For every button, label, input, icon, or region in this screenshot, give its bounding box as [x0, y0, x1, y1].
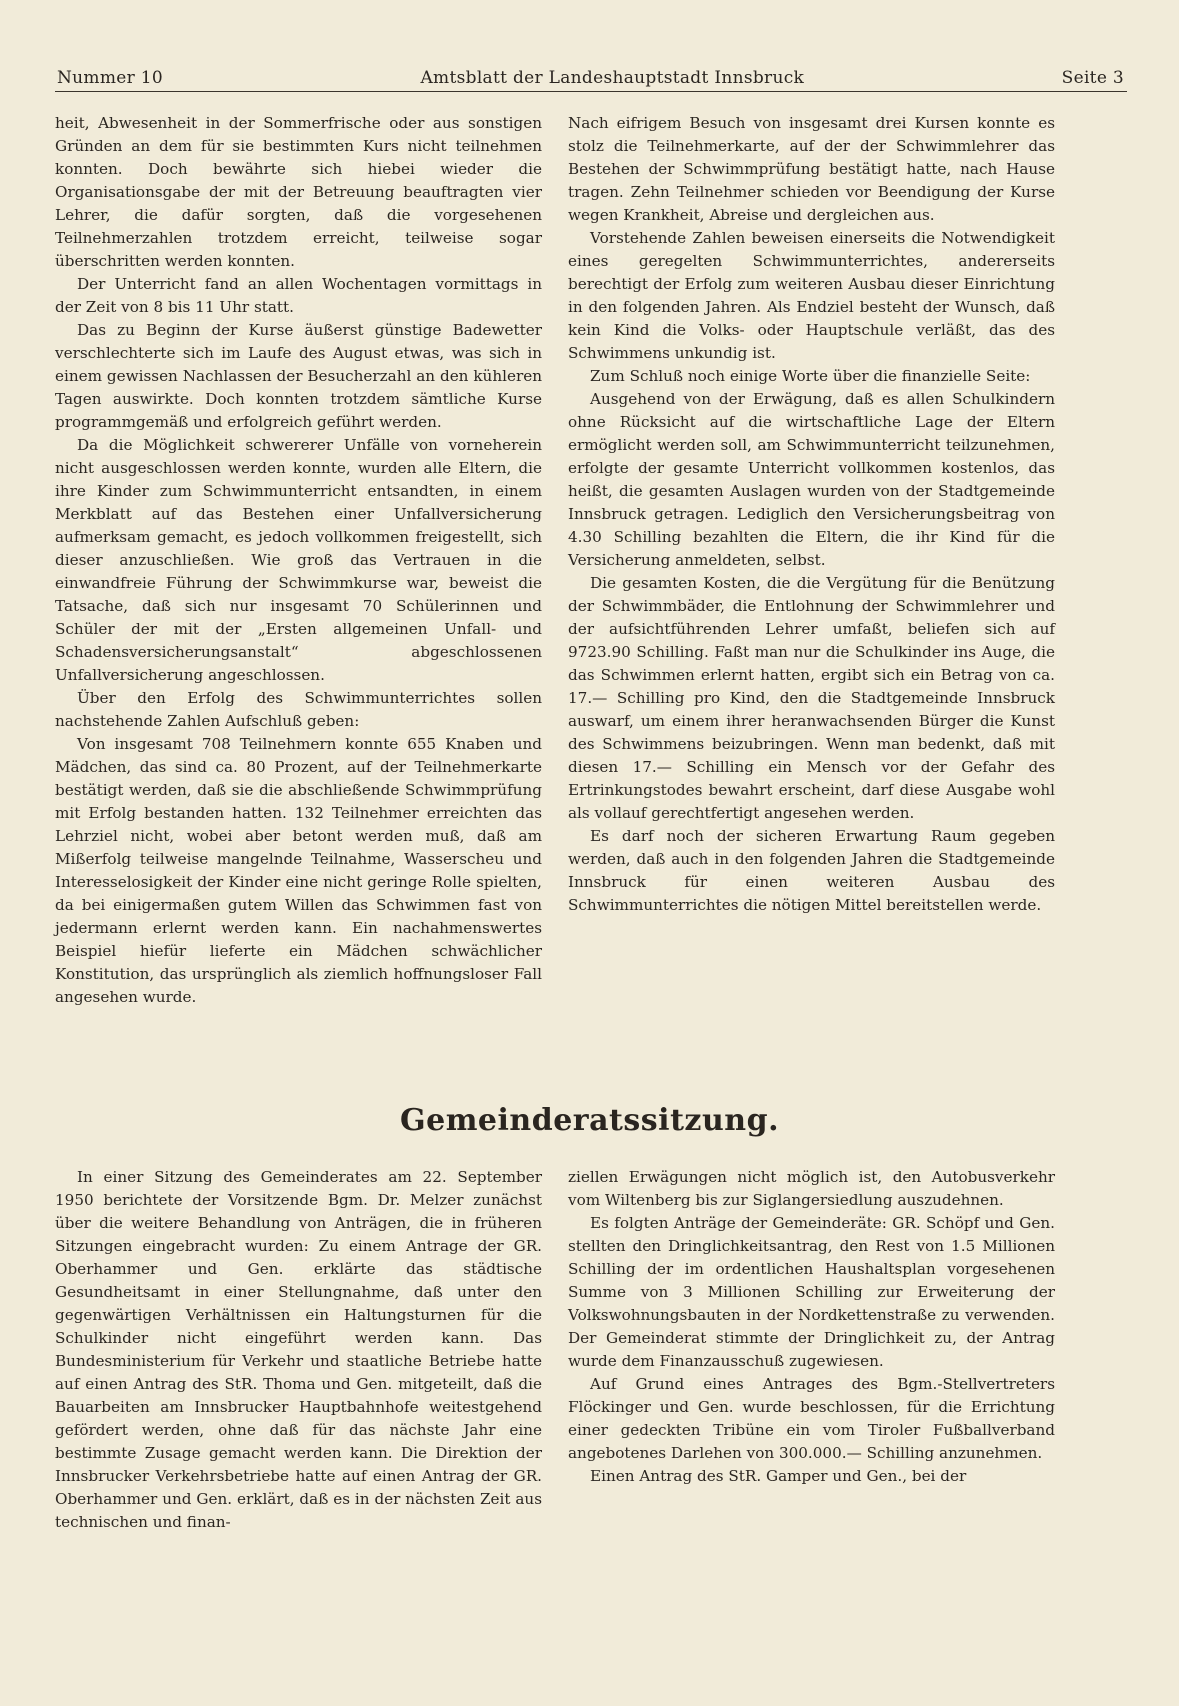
paragraph: Es darf noch der sicheren Erwartung Raum gegeben werden, daß auch in den folgenden Jahren die Stadtgemeinde Innsbruck für einen weiteren Ausbau des Schwimmunterrichtes die nötigen Mittel bereitstellen werde. — [568, 827, 1055, 914]
header-rule — [55, 91, 1127, 92]
publication-title: Amtsblatt der Landeshauptstadt Innsbruck — [420, 68, 805, 88]
section-column-left — [55, 1166, 542, 1534]
paragraph: Einen Antrag des StR. Gamper und Gen., bei der — [590, 1467, 967, 1485]
paragraph: ziellen Erwägungen nicht möglich ist, den Autobusverkehr vom Wiltenberg bis zur Siglangersiedlung auszudehnen. — [568, 1168, 1055, 1209]
section-column-right — [568, 1166, 1055, 1488]
paragraph: Da die Möglichkeit schwererer Unfälle von vorneherein nicht ausgeschlossen werden konnte, wurden alle Eltern, die ihre Kinder zum Schwimmunterricht entsandten, in einem Merkblatt auf das Bestehen einer Unfallversicherung aufmerksam gemacht, es jedoch vollkommen freigestellt, sich dieser anzuschließen. Wie groß das Vertrauen in die einwandfreie Führung der Schwimmkurse war, beweist die Tatsache, daß sich nur insgesamt 70 Schülerinnen und Schüler der mit der „Ersten allgemeinen Unfall- und Schadensversicherungsanstalt“ abgeschlossenen Unfallversicherung angeschlossen. — [55, 436, 542, 684]
paragraph: heit, Abwesenheit in der Sommerfrische oder aus sonstigen Gründen an dem für sie bestimmten Kurs nicht teilnehmen konnten. Doch bewährte sich hiebei wieder die Organisationsgabe der mit der Betreuung beauftragten vier Lehrer, die dafür sorgten, daß die vorgesehenen Teilnehmerzahlen trotzdem erreicht, teilweise sogar überschritten werden konnten. — [55, 114, 542, 270]
paragraph: Das zu Beginn der Kurse äußerst günstige Badewetter verschlechterte sich im Laufe des August etwas, was sich in einem gewissen Nachlassen der Besucherzahl an den kühleren Tagen auswirkte. Doch konnten trotzdem sämtliche Kurse programmgemäß und erfolgreich geführt werden. — [55, 321, 542, 431]
paragraph: Zum Schluß noch einige Worte über die finanzielle Seite: — [590, 367, 1031, 385]
paragraph: Vorstehende Zahlen beweisen einerseits die Notwendigkeit eines geregelten Schwimmunterrichtes, andererseits berechtigt der Erfolg zum weiteren Ausbau dieser Einrichtung in den folgenden Jahren. Als Endziel besteht der Wunsch, daß kein Kind die Volks- oder Hauptschule verläßt, das des Schwimmens unkundig ist. — [568, 229, 1055, 362]
paragraph: Nach eifrigem Besuch von insgesamt drei Kursen konnte es stolz die Teilnehmerkarte, auf der der Schwimmlehrer das Bestehen der Schwimmprüfung bestätigt hatte, nach Hause tragen. Zehn Teilnehmer schieden vor Beendigung der Kurse wegen Krankheit, Abreise und dergleichen aus. — [568, 114, 1055, 224]
article-column-right — [568, 112, 1055, 917]
paragraph: Ausgehend von der Erwägung, daß es allen Schulkindern ohne Rücksicht auf die wirtschaftliche Lage der Eltern ermöglicht werden soll, am Schwimmunterricht teilzunehmen, erfolgte der gesamte Unterricht vollkommen kostenlos, das heißt, die gesamten Auslagen wurden von der Stadtgemeinde Innsbruck getragen. Lediglich den Versicherungsbeitrag von 4.30 Schilling bezahlten die Eltern, die ihr Kind für die Versicherung anmeldeten, selbst. — [568, 390, 1055, 569]
section-title: Gemeinderatssitzung. — [399, 1103, 780, 1138]
paragraph: Die gesamten Kosten, die die Vergütung für die Benützung der Schwimmbäder, die Entlohnung der Schwimmlehrer und der aufsichtführenden Lehrer umfaßt, beliefen sich auf 9723.90 Schilling. Faßt man nur die Schulkinder ins Auge, die das Schwimmen erlernt hatten, ergibt sich ein Betrag von ca. 17.— Schilling pro Kind, den die Stadtgemeinde Innsbruck auswarf, um einem ihrer heranwachsenden Bürger die Kunst des Schwimmens beizubringen. Wenn man bedenkt, daß mit diesen 17.— Schilling ein Mensch vor der Gefahr des Ertrinkungstodes bewahrt erscheint, darf diese Ausgabe wohl als vollauf gerechtfertigt angesehen werden. — [568, 574, 1055, 822]
paragraph: In einer Sitzung des Gemeinderates am 22. September 1950 berichtete der Vorsitzende Bgm. Dr. Melzer zunächst über die weitere Behandlung von Anträgen, die in früheren Sitzungen eingebracht wurden: Zu einem Antrage der GR. Oberhammer und Gen. erklärte das städtische Gesundheitsamt in einer Stellungnahme, daß unter den gegenwärtigen Verhältnissen ein Haltungsturnen für die Schulkinder nicht eingeführt werden kann. Das Bundesministerium für Verkehr und staatliche Betriebe hatte auf einen Antrag des StR. Thoma und Gen. mitgeteilt, daß die Bauarbeiten am Innsbrucker Hauptbahnhofe weitestgehend gefördert werden, ohne daß für das nächste Jahr eine bestimmte Zusage gemacht werden kann. Die Direktion der Innsbrucker Verkehrsbetriebe hatte auf einen Antrag der GR. Oberhammer und Gen. erklärt, daß es in der nächsten Zeit aus technischen und finan- — [55, 1168, 542, 1531]
paragraph: Es folgten Anträge der Gemeinderäte: GR. Schöpf und Gen. stellten den Dringlichkeitsantrag, den Rest von 1.5 Millionen Schilling der im ordentlichen Haushaltsplan vorgesehenen Summe von 3 Millionen Schilling zur Erweiterung der Volkswohnungsbauten in der Nordkettenstraße zu verwenden. Der Gemeinderat stimmte der Dringlichkeit zu, der Antrag wurde dem Finanzausschuß zugewiesen. — [568, 1214, 1055, 1370]
paragraph: Von insgesamt 708 Teilnehmern konnte 655 Knaben und Mädchen, das sind ca. 80 Prozent, auf der Teilnehmerkarte bestätigt werden, daß sie die abschließende Schwimmprüfung mit Erfolg bestanden hatten. 132 Teilnehmer erreichten das Lehrziel nicht, wobei aber betont werden muß, daß am Mißerfolg teilweise mangelnde Teilnahme, Wasserscheu und Interesselosigkeit der Kinder eine nicht geringe Rolle spielten, da bei einigermaßen gutem Willen das Schwimmen fast von jedermann erlernt werden kann. Ein nachahmenswertes Beispiel hiefür lieferte ein Mädchen schwächlicher Konstitution, das ursprünglich als ziemlich hoffnungsloser Fall angesehen wurde. — [55, 735, 542, 1006]
paragraph: Der Unterricht fand an allen Wochentagen vormittags in der Zeit von 8 bis 11 Uhr statt. — [55, 275, 542, 316]
article-column-left — [55, 112, 542, 1009]
paragraph: Über den Erfolg des Schwimmunterrichtes sollen nachstehende Zahlen Aufschluß geben: — [55, 689, 542, 730]
running-header — [57, 62, 1124, 88]
page-number: Seite 3 — [1061, 68, 1124, 88]
paragraph: Auf Grund eines Antrages des Bgm.-Stellvertreters Flöckinger und Gen. wurde beschlossen, für die Errichtung einer gedeckten Tribüne ein vom Tiroler Fußballverband angebotenes Darlehen von 300.000.— Schilling anzunehmen. — [568, 1375, 1055, 1462]
issue-number: Nummer 10 — [57, 68, 163, 88]
